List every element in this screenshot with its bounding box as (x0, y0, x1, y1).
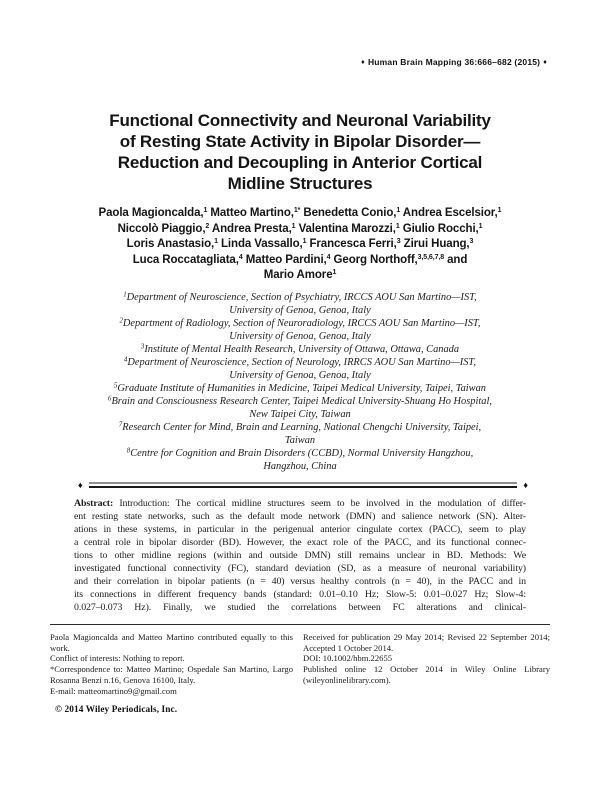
author-line (40, 253, 560, 269)
author-name: Giulio Rocchi, (399, 222, 479, 235)
author-line (40, 206, 560, 222)
author-name: Zirui Huang, (400, 238, 470, 250)
affiliation-superscript: 8 (126, 447, 131, 455)
footnote-published-online: Published online 12 October 2014 in Wiley Online Library (wileyonlinelibrary.com). (303, 664, 550, 685)
abstract-line: ent resting state networks, such as the default mode network (DMN) and salience network (SN). Alter- (74, 511, 526, 522)
author-name: Georg Northoff, (330, 253, 418, 266)
affiliation-line: New Taipei City, Taiwan (249, 409, 351, 420)
author-superscript: 3 (469, 238, 474, 245)
abstract-text: Introduction: The cortical midline structures seem to be involved in the modulation of differ- (119, 498, 526, 509)
author-name: Loris Anastasio, (126, 238, 215, 250)
affiliation-line: $^1$Department of Neuroscience, Section of Psychiatry, IRCCS AOU San Martino—IST, (123, 291, 477, 303)
abstract-label: Abstract: (74, 498, 114, 509)
author-superscript: 1 (497, 207, 502, 214)
footnote-rule (50, 624, 550, 625)
footnote-received: Received for publication 29 May 2014; Revised 22 September 2014; Accepted 1 October 2014. (303, 632, 550, 653)
author-name: Luca Roccatagliata, (132, 253, 239, 266)
author-superscript: 1 (396, 207, 401, 214)
abstract-line: and their correlation in bipolar patients (n = 40) versus healthy controls (n = 40), in the PACC and in (74, 576, 526, 587)
author-name: Linda Vassallo, (217, 238, 303, 250)
author-name: Matteo Pardini, (242, 253, 327, 266)
author-line (40, 268, 560, 284)
affiliation-superscript: 2 (119, 317, 123, 325)
author-name: Niccolò Piaggio, (117, 222, 206, 235)
affiliation-line: University of Genoa, Genoa, Italy (229, 331, 371, 342)
affiliation-line: $^4$Department of Neuroscience, Section of Neurology, IRRCS AOU San Martino—IST, (123, 356, 477, 368)
author-superscript: 4 (326, 253, 331, 261)
abstract-line: its connections in different frequency bands (standard: 0.01–0.10 Hz; Slow-5: 0.01–0.027 Hz; Slow-4: (74, 589, 526, 600)
divider-rules (89, 482, 518, 488)
section-divider (78, 480, 528, 490)
affiliation-superscript: 6 (108, 395, 112, 403)
affiliation-line: University of Genoa, Genoa, Italy (229, 370, 371, 381)
footnote-left-column (50, 632, 293, 696)
affiliation-superscript: 3 (140, 343, 145, 351)
author-superscript: 1 (203, 207, 208, 214)
abstract-line: tions to other midline regions (within and outside DMN) still remains unclear in BD. Methods: We (74, 550, 526, 561)
affiliation-superscript: 1 (123, 291, 127, 299)
journal-citation: Human Brain Mapping 36:666–682 (2015) (367, 57, 541, 67)
paper-title (50, 110, 550, 194)
author-superscript: 3 (396, 238, 401, 245)
title-line: Midline Structures (227, 174, 373, 193)
author-superscript: 3,5,6,7,8 (417, 253, 445, 261)
author-superscript: 1 (302, 238, 307, 245)
footnote-email: E-mail: matteomartino9@gmail.com (50, 685, 177, 696)
running-head (358, 57, 550, 67)
title-line: Reduction and Decoupling in Anterior Cortical (117, 153, 483, 172)
author-superscript: 1 (395, 222, 400, 230)
abstract (74, 497, 526, 614)
affiliation-line: $^8$Centre for Cognition and Brain Disorders (CCBD), Normal University Hangzhou, (126, 447, 474, 459)
abstract-line: ations in these systems, in particular in the perigenual anterior cingulate cortex (PACC), seem to play (74, 524, 526, 535)
author-name: Francesca Ferri, (306, 238, 397, 250)
diamond-icon: ♦ (523, 480, 528, 490)
author-name: Benedetta Conio, (300, 207, 397, 219)
author-name: Matteo Martino, (207, 207, 294, 219)
author-name: Paola Magioncalda, (98, 207, 204, 219)
affiliation-superscript: 4 (123, 356, 128, 364)
affiliation-list (50, 291, 550, 473)
diamond-icon: ♦ (543, 59, 547, 66)
affiliation-line: University of Genoa, Genoa, Italy (229, 305, 371, 316)
footnote-conflict: Conflict of interests: Nothing to report. (50, 653, 185, 664)
affiliation-line: $^2$Department of Radiology, Section of Neuroradiology, IRCCS AOU San Martino—IST, (119, 317, 481, 329)
author-name: and (444, 253, 468, 266)
author-list (40, 206, 560, 284)
abstract-line: investigated functional connectivity (FC), standard deviation (SD, as a measure of neuronal variability) (74, 563, 526, 574)
author-name: Valentina Marozzi, (295, 222, 396, 235)
affiliation-line: Taiwan (284, 435, 316, 446)
affiliation-line: $^3$Institute of Mental Health Research, University of Ottawa, Ottawa, Canada (140, 343, 460, 355)
diamond-icon: ♦ (361, 59, 365, 66)
footnote-doi: DOI: 10.1002/hbm.22655 (303, 653, 393, 664)
author-superscript: 1 (332, 269, 337, 276)
copyright-line: © 2014 Wiley Periodicals, Inc. (55, 705, 178, 715)
diamond-icon: ♦ (78, 480, 83, 490)
affiliation-line: $^5$Graduate Institute of Humanities in Medicine, Taipei Medical University, Taipei, Taiwan (114, 382, 486, 394)
author-name: Mario Amore (263, 269, 333, 281)
footnote-correspondence: *Correspondence to: Matteo Martino; Ospedale San Martino, Largo Rosanna Benzi n.16, Genova 16100, Italy. (50, 664, 293, 685)
author-name: Andrea Presta, (209, 222, 292, 235)
author-name: Andrea Escelsior, (400, 207, 498, 219)
author-superscript: 4 (238, 253, 243, 261)
abstract-line: 0.027–0.073 Hz). Finally, we studied the correlations between FC alterations and clinical- (74, 602, 526, 613)
footnote-contribution: Paola Magioncalda and Matteo Martino contributed equally to this work. (50, 632, 293, 653)
author-superscript: 1 (291, 222, 296, 230)
author-line (40, 237, 560, 253)
affiliation-line: Hangzhou, China (263, 461, 337, 472)
author-superscript: 1 (214, 238, 218, 245)
author-superscript: 2 (205, 222, 210, 230)
affiliation-superscript: 5 (114, 382, 118, 390)
author-superscript: 1 (478, 222, 483, 230)
abstract-line: a central role in bipolar disorder (BD). However, the exact role of the PACC, and its functional connec- (74, 537, 526, 548)
title-line: Functional Connectivity and Neuronal Variability (109, 111, 491, 130)
affiliation-line: $^6$Brain and Consciousness Research Center, Taipei Medical University-Shuang Ho Hospital, (108, 395, 492, 407)
affiliation-line: $^7$Research Center for Mind, Brain and Learning, National Chengchi University, Taipei, (118, 421, 482, 433)
footnote-right-column (303, 632, 550, 686)
author-superscript: 1* (293, 207, 301, 214)
affiliation-superscript: 7 (118, 421, 123, 429)
author-line (40, 222, 560, 238)
abstract-line (74, 497, 526, 510)
title-line: of Resting State Activity in Bipolar Disorder— (119, 132, 481, 151)
